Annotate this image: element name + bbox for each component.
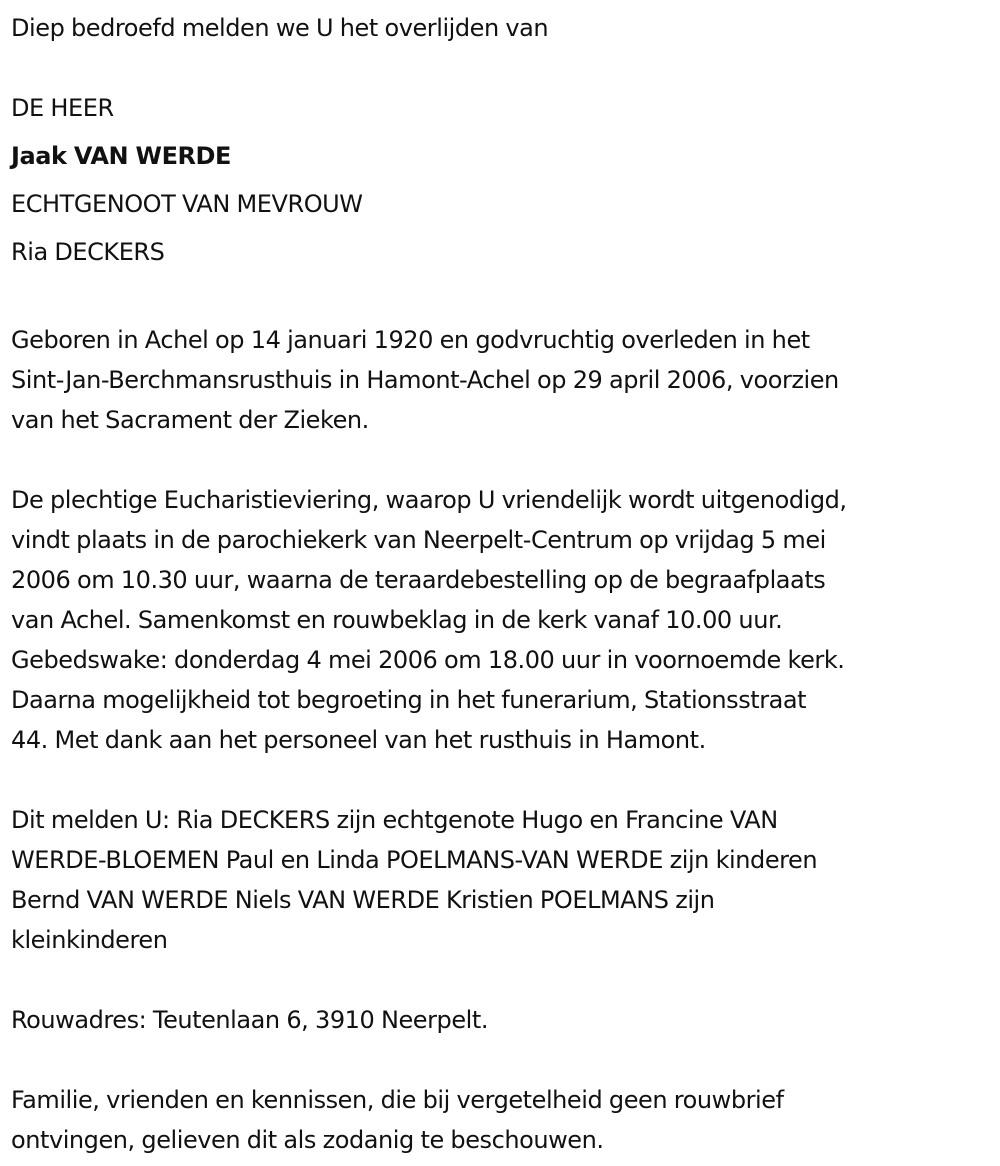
address-paragraph bbox=[11, 1000, 986, 1040]
paragraph-line: ontvingen, gelieven dit als zodanig te beschouwen. bbox=[11, 1126, 604, 1154]
paragraph-line: Dit melden U: Ria DECKERS zijn echtgenote Hugo en Francine VAN bbox=[11, 806, 778, 834]
paragraph-line: Daarna mogelijkheid tot begroeting in het funerarium, Stationsstraat bbox=[11, 686, 807, 714]
paragraph-line: van Achel. Samenkomst en rouwbeklag in de kerk vanaf 10.00 uur. bbox=[11, 606, 783, 634]
obituary-document bbox=[11, 8, 986, 1160]
paragraph-line: Geboren in Achel op 14 januari 1920 en godvruchtig overleden in het bbox=[11, 326, 810, 354]
paragraph-line: Bernd VAN WERDE Niels VAN WERDE Kristien POELMANS zijn bbox=[11, 886, 715, 914]
paragraph-line: kleinkinderen bbox=[11, 926, 168, 954]
spouse-title: ECHTGENOOT VAN MEVROUW bbox=[11, 190, 363, 218]
paragraph-line: 2006 om 10.30 uur, waarna de teraardebestelling op de begraafplaats bbox=[11, 566, 826, 594]
paragraph-line: Gebedswake: donderdag 4 mei 2006 om 18.00 uur in voornoemde kerk. bbox=[11, 646, 845, 674]
ceremony-paragraph bbox=[11, 480, 986, 760]
paragraph-line: De plechtige Eucharistieviering, waarop U vriendelijk wordt uitgenodigd, bbox=[11, 486, 847, 514]
paragraph-line: 44. Met dank aan het personeel van het rusthuis in Hamont. bbox=[11, 726, 706, 754]
paragraph-line: Familie, vrienden en kennissen, die bij vergetelheid geen rouwbrief bbox=[11, 1086, 784, 1114]
paragraph-line: van het Sacrament der Zieken. bbox=[11, 406, 369, 434]
closing-paragraph bbox=[11, 1080, 986, 1160]
paragraph-line: Sint-Jan-Berchmansrusthuis in Hamont-Achel op 29 april 2006, voorzien bbox=[11, 366, 839, 394]
intro-text: Diep bedroefd melden we U het overlijden van bbox=[11, 14, 549, 42]
paragraph-line: vindt plaats in de parochiekerk van Neerpelt-Centrum op vrijdag 5 mei bbox=[11, 526, 826, 554]
birth-death-paragraph bbox=[11, 320, 986, 440]
family-paragraph bbox=[11, 800, 986, 960]
paragraph-line: Rouwadres: Teutenlaan 6, 3910 Neerpelt. bbox=[11, 1006, 488, 1034]
paragraph-line: WERDE-BLOEMEN Paul en Linda POELMANS-VAN WERDE zijn kinderen bbox=[11, 846, 818, 874]
deceased-name: Jaak VAN WERDE bbox=[11, 142, 231, 170]
spouse-name: Ria DECKERS bbox=[11, 238, 165, 266]
title-heer: DE HEER bbox=[11, 94, 114, 122]
